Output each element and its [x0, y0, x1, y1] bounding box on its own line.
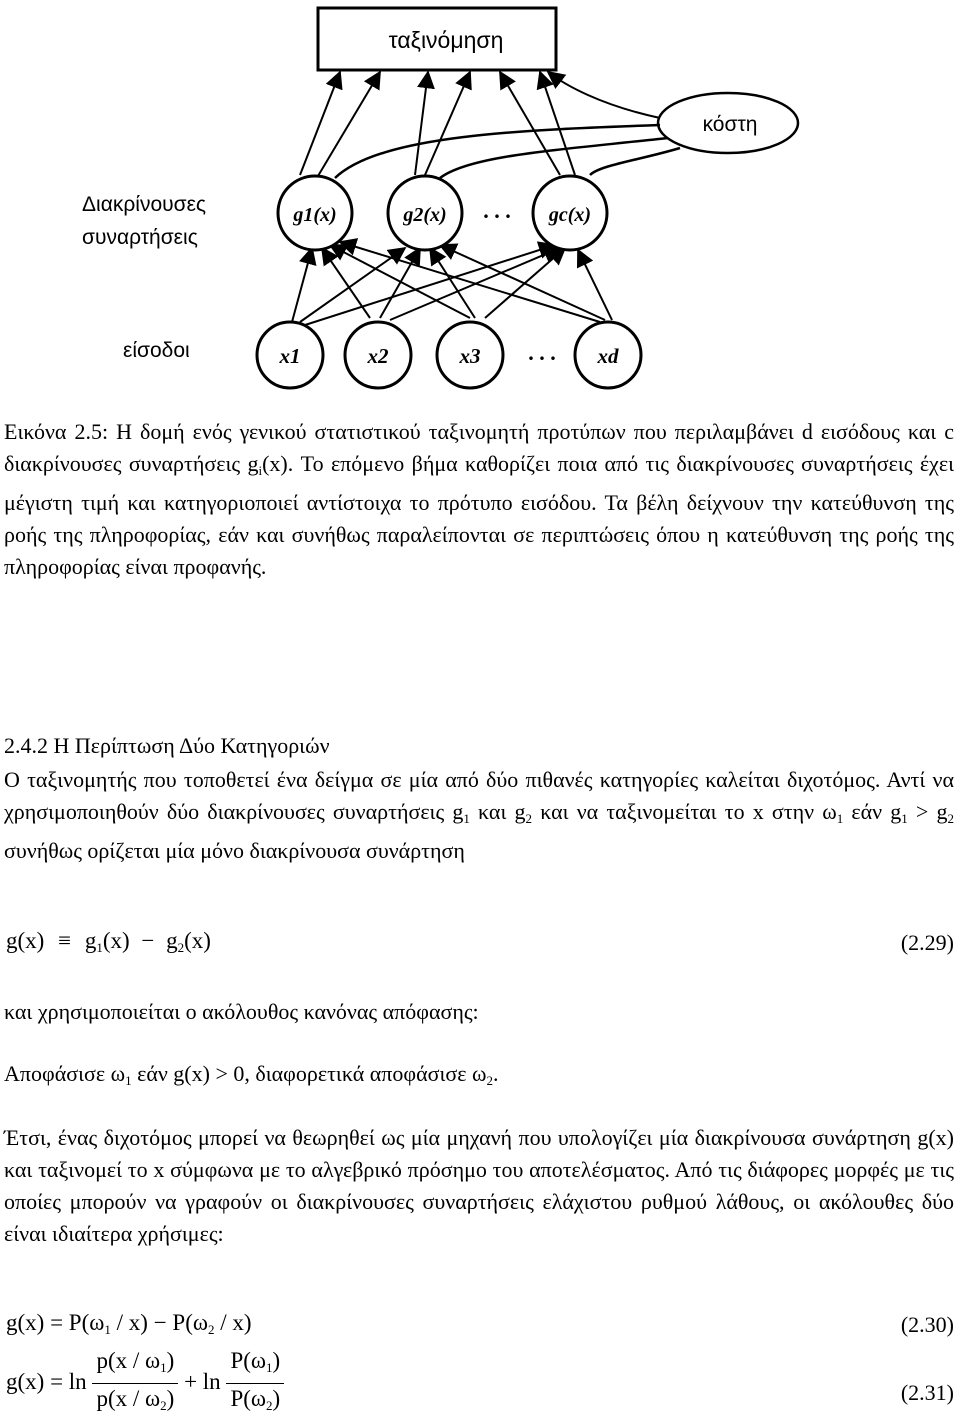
cost-to-g2 [440, 138, 668, 178]
eq231-lhs: g(x) = ln [6, 1368, 87, 1394]
paragraph-2 [4, 996, 954, 1028]
inputs-label: είσοδοι [123, 339, 190, 362]
discriminant-label-line1: Διακρίνουσες [82, 193, 207, 216]
eq231-den2e: ) [272, 1386, 281, 1411]
eq229-g2sub: 2 [177, 940, 185, 955]
eq231-den1e: ) [166, 1386, 175, 1411]
p1-b: και g [469, 799, 526, 824]
g-ellipsis: . . . [483, 198, 511, 223]
eq229-number: (2.29) [900, 930, 954, 955]
eq231-num2e: ) [272, 1348, 281, 1373]
section-heading: 2.4.2 Η Περίπτωση Δύο Κατηγοριών [4, 733, 330, 758]
eq231-den2s: 2 [266, 1398, 273, 1413]
p1-s2: 2 [525, 811, 533, 826]
eq230-number: (2.30) [900, 1312, 954, 1337]
g1-label: g1(x) [293, 204, 337, 226]
gc-label: gc(x) [548, 204, 592, 226]
paragraph-1 [4, 764, 954, 867]
eq231-num1: p(x / ω [96, 1348, 161, 1373]
input-connections [292, 242, 612, 325]
figure-caption [4, 416, 954, 583]
para3-text: Έτσι, ένας διχοτόμος μπορεί να θεωρηθεί ως μία μηχανή που υπολογίζει μία διακρίνουσα συνάρτηση g(x) και ταξινομεί το x σύμφωνα με το αλγεβρικό πρόσημο του αποτελέσματος. Από τις διάφορες μορφές με τις οποίες μπορούν να γραφούν οι διακρίνουσες συναρτήσεις ελάχιστου ρυθμού λάθους, οι ακόλουθες δύο είναι ιδιαίτερα χρήσιμες: [4, 1125, 954, 1246]
eq229-g1: g [84, 928, 97, 953]
g1-to-class-b [318, 72, 380, 176]
equation-2-31 [6, 1346, 284, 1421]
x1-label: x1 [279, 344, 301, 368]
eq231-num2: P(ω [230, 1348, 267, 1373]
x3-label: x3 [459, 344, 481, 368]
eq230-s2: 2 [208, 1322, 215, 1337]
para2-text: και χρησιμοποιείται ο ακόλουθος κανόνας απόφασης: [4, 999, 479, 1024]
x2-label: x2 [367, 344, 389, 368]
p1-s3: 1 [836, 811, 844, 826]
eq229-g2: g [166, 928, 178, 953]
eq230-mid: / x) − P(ω [110, 1310, 209, 1335]
eq230-lhs: g(x) = P(ω [6, 1310, 105, 1335]
eq229-lhs: g(x) [6, 928, 45, 953]
g2-label: g2(x) [403, 204, 447, 226]
classifier-label: ταξινόμηση [388, 27, 504, 53]
paragraph-3 [4, 1122, 954, 1250]
eq230-s1: 1 [104, 1322, 111, 1337]
eq231-frac2 [226, 1346, 284, 1421]
caption-sub: i [258, 463, 263, 478]
gc-to-class-b [540, 72, 575, 175]
caption-part1: Εικόνα 2.5: Η δομή ενός γενικού στατιστικού ταξινομητή προτύπων που περιλαμβάνει d εισόδους και c διακρίνουσες συναρτήσεις g [4, 419, 954, 476]
p1-s5: 2 [947, 811, 954, 826]
cost-to-g1 [335, 125, 660, 178]
equation-2-30 [6, 1310, 252, 1338]
rule-c: . [492, 1061, 499, 1086]
rule-s2: 2 [486, 1073, 493, 1088]
eq229-op: ≡ [58, 928, 72, 953]
eq229-g1sub: 1 [96, 940, 103, 955]
p1-f: συνήθως ορίζεται μία μόνο διακρίνουσα συνάρτηση [4, 838, 465, 863]
eq231-den1: p(x / ω [96, 1386, 161, 1411]
eq229-minus: − [141, 928, 155, 953]
eq231-number: (2.31) [900, 1380, 954, 1405]
g1-to-class [300, 72, 340, 175]
eq231-den1s: 2 [160, 1398, 167, 1413]
eq231-num1s: 1 [160, 1360, 167, 1375]
eq229-g1arg: (x) [102, 928, 130, 953]
eq231-plus: + ln [184, 1368, 221, 1394]
caption-part2: (x). Το επόμενο βήμα καθορίζει ποια από τις διακρίνουσες συναρτήσεις έχει μέγιστη τιμή και κατηγοριοποιεί αντίστοιχα το πρότυπο εισόδου. Τα βέλη δείχνουν την κατεύθυνση της ροής της πληροφορίας, εάν και συνήθως παραλείπονται σε περιπτώσεις όπου η κατεύθυνση της ροής της πληροφορίας είναι προφανής. [4, 451, 954, 579]
eq230-end: / x) [214, 1310, 252, 1335]
rule-b: εάν g(x) > 0, διαφορετικά αποφάσισε ω [131, 1061, 487, 1086]
g2-to-class [415, 72, 428, 175]
p1-e: > g [907, 799, 948, 824]
cost-to-gc [590, 148, 680, 175]
p1-s1: 1 [463, 811, 470, 826]
xd-label: xd [597, 344, 619, 368]
p1-c: και να ταξινομείται το x στην ω [532, 799, 837, 824]
gc-to-class [500, 72, 560, 175]
p1-d: εάν g [843, 799, 902, 824]
eq231-frac1 [92, 1346, 178, 1421]
rule-a: Αποφάσισε ω [4, 1061, 126, 1086]
eq231-den2: P(ω [230, 1386, 267, 1411]
eq231-num2s: 1 [266, 1360, 273, 1375]
x-ellipsis: . . . [528, 340, 556, 365]
eq231-num1e: ) [166, 1348, 175, 1373]
g2-to-class-b [425, 72, 470, 175]
cost-arrow [548, 72, 660, 118]
decision-rule [4, 1058, 954, 1097]
equation-2-29 [6, 928, 211, 956]
eq229-g2arg: (x) [184, 928, 211, 953]
rule-s1: 1 [125, 1073, 132, 1088]
cost-label: κόστη [702, 113, 758, 136]
p1-s4: 1 [901, 811, 908, 826]
discriminant-label [82, 188, 206, 254]
discriminant-label-line2: συναρτήσεις [82, 226, 198, 249]
p1-a: Ο ταξινομητής που τοποθετεί ένα δείγμα σε μία από δύο πιθανές κατηγορίες καλείται διχοτόμος. Αντί να χρησιμοποιηθούν δύο διακρίνουσες συναρτήσεις g [4, 767, 954, 824]
